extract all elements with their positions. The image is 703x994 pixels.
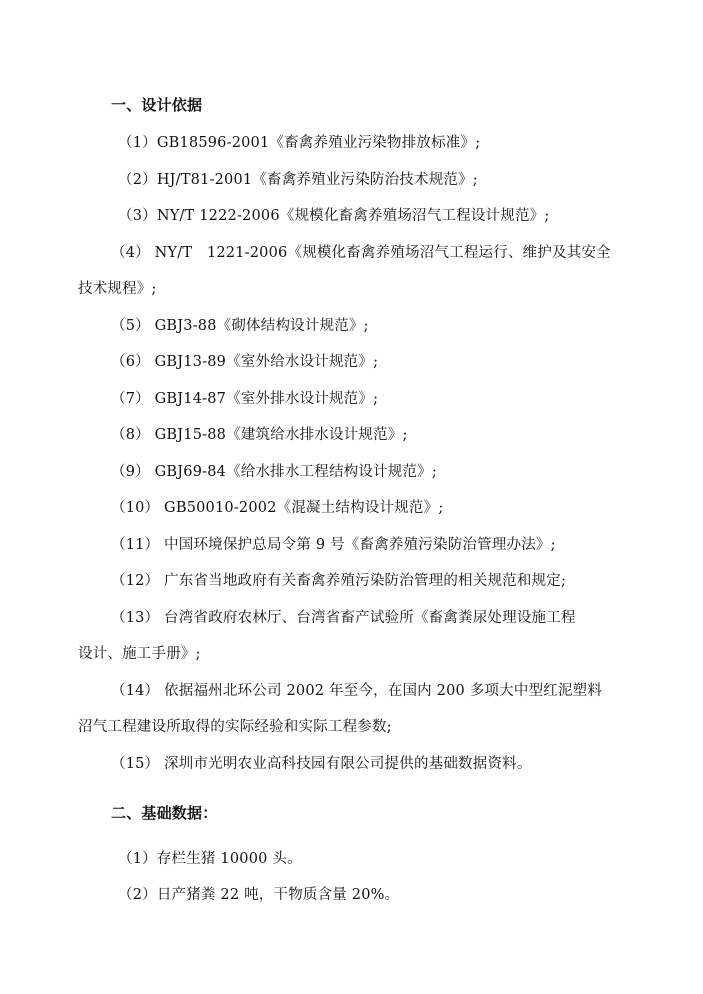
- list-item: （6） GBJ13-89《室外给水设计规范》;: [111, 354, 379, 370]
- list-item: （9） GBJ69-84《给水排水工程结构设计规范》;: [111, 464, 437, 480]
- list-item: （1）GB18596-2001《畜禽养殖业污染物排放标准》;: [118, 135, 481, 151]
- list-item: （2）HJ/T81-2001《畜禽养殖业污染防治技术规范》;: [118, 172, 478, 188]
- list-item: （10） GB50010-2002《混凝土结构设计规范》;: [111, 500, 444, 516]
- list-item-continuation: 设计、施工手册》;: [78, 646, 201, 662]
- list-item: （14） 依据福州北环公司 2002 年至今，在国内 200 多项大中型红泥塑料: [111, 683, 603, 699]
- list-item-continuation: 沼气工程建设所取得的实际经验和实际工程参数;: [78, 719, 392, 735]
- list-item: （12） 广东省当地政府有关畜禽养殖污染防治管理的相关规范和规定;: [111, 573, 567, 589]
- list-item: （5） GBJ3-88《砌体结构设计规范》;: [111, 318, 369, 334]
- list-item: （2）日产猪粪 22 吨，干物质含量 20%。: [118, 887, 400, 903]
- list-item: （1）存栏生猪 10000 头。: [118, 851, 302, 867]
- section-heading-basic-data: 二、基础数据：: [111, 804, 218, 822]
- list-item: （8） GBJ15-88《建筑给水排水设计规范》;: [111, 427, 408, 443]
- list-item: （15） 深圳市光明农业高科技园有限公司提供的基础数据资料。: [111, 756, 532, 772]
- list-item: （13） 台湾省政府农林厅、台湾省畜产试验所《畜禽粪尿处理设施工程: [111, 610, 576, 626]
- list-item: （4） NY/T 1221-2006《规模化畜禽养殖场沼气工程运行、维护及其安全: [111, 245, 611, 261]
- list-item: （7） GBJ14-87《室外排水设计规范》;: [111, 391, 379, 407]
- list-item: （11） 中国环境保护总局令第 9 号《畜禽养殖污染防治管理办法》;: [111, 537, 556, 553]
- list-item: （3）NY/T 1222-2006《规模化畜禽养殖场沼气工程设计规范》;: [118, 208, 550, 224]
- list-item-continuation: 技术规程》;: [78, 281, 157, 297]
- section-heading-design-basis: 一、设计依据: [111, 96, 203, 114]
